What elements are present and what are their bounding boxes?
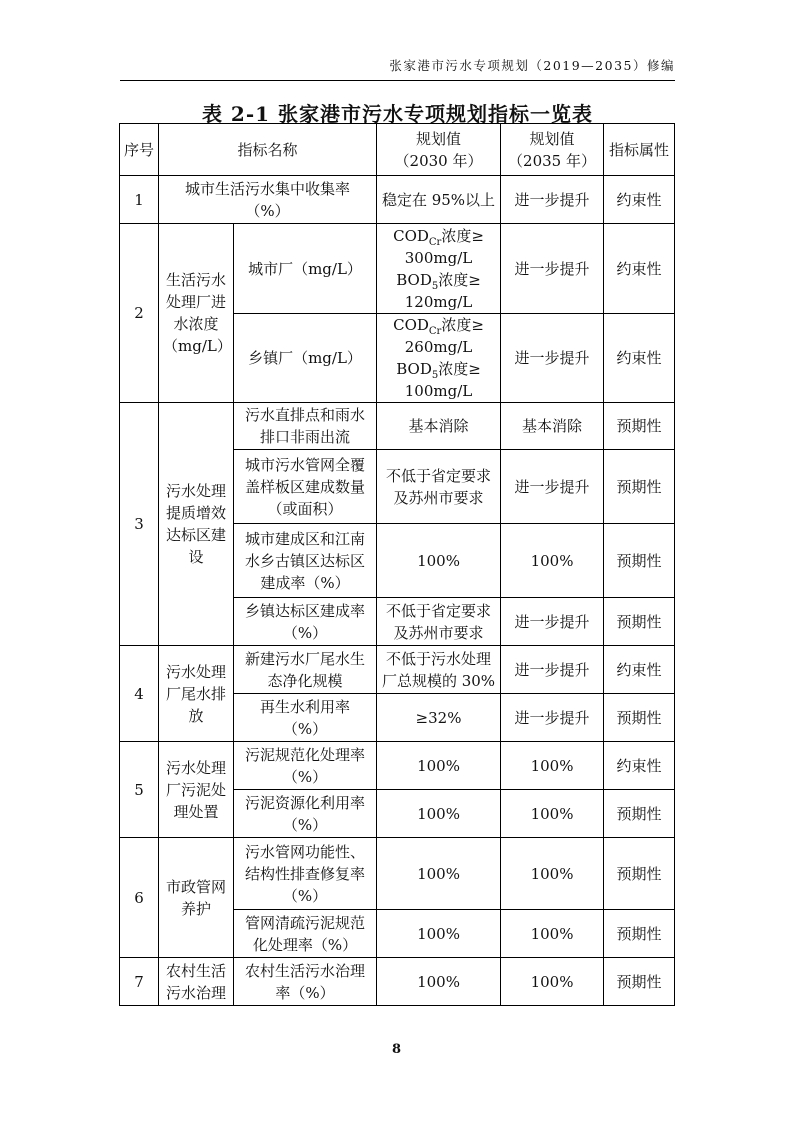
table-row: [120, 742, 675, 790]
indicator-name-line: 管网清疏污泥规范: [245, 913, 366, 932]
bod-threshold-text: 浓度≥: [438, 270, 481, 289]
bod-label: BOD: [396, 360, 432, 378]
value-2035: 100%: [501, 958, 604, 1006]
indicator-attribute: 预期性: [604, 694, 675, 742]
indicator-name-line: 农村生活污水治理: [245, 961, 366, 980]
indicator-name: [234, 790, 377, 838]
indicator-name-line: （或面积）: [267, 499, 343, 518]
indicator-name-line: 再生水利用率: [260, 697, 351, 716]
value-2030: [377, 224, 501, 314]
indicator-name-line: 城市污水管网全覆: [245, 455, 366, 474]
indicator-attribute: 预期性: [604, 524, 675, 598]
cod-label: COD: [393, 226, 429, 245]
value-2035: 100%: [501, 524, 604, 598]
indicator-name-line: 水乡古镇区达标区: [245, 551, 366, 570]
value-2035: 100%: [501, 910, 604, 958]
indicator-name-line: （%）: [282, 815, 328, 834]
value-line: 厂总规模的 30%: [381, 671, 496, 690]
category-line: 农村生活: [165, 961, 226, 980]
value-line: 及苏州市要求: [393, 488, 484, 507]
indicator-name-line: （%）: [245, 201, 290, 220]
indicator-name-line: 排口非雨出流: [260, 428, 351, 446]
table-row: [120, 403, 675, 450]
indicator-name: 城市厂（mg/L）: [234, 224, 377, 314]
indicator-name-line: 城市建成区和江南: [245, 529, 366, 548]
category-line: 厂尾水排: [165, 684, 226, 703]
col-header-name: 指标名称: [159, 124, 377, 176]
indicator-name: [234, 910, 377, 958]
value-2030: 基本消除: [377, 403, 501, 450]
indicator-name: [234, 450, 377, 524]
indicator-name: [159, 176, 377, 224]
indicator-name: [234, 838, 377, 910]
indicator-name-line: 污水管网功能性、: [245, 842, 366, 861]
category-name: [159, 646, 234, 742]
category-name: [159, 224, 234, 403]
col-header-attr: 指标属性: [604, 124, 675, 176]
indicator-name-line: 污泥规范化处理率: [245, 745, 366, 764]
cod-value: 260mg/L: [404, 338, 473, 356]
table-row: [120, 838, 675, 910]
col-header-seq: 序号: [120, 124, 159, 176]
indicator-attribute: 约束性: [604, 224, 675, 314]
indicator-name: 乡镇厂（mg/L）: [234, 314, 377, 403]
category-line: 厂污泥处: [165, 780, 226, 799]
value-2030: 100%: [377, 790, 501, 838]
row-number: 3: [120, 403, 159, 646]
value-2030: [377, 646, 501, 694]
indicator-name: [234, 598, 377, 646]
indicator-name: [234, 646, 377, 694]
value-2035: 100%: [501, 790, 604, 838]
indicator-name-line: 盖样板区建成数量: [245, 477, 366, 496]
table-title: 表 2-1 张家港市污水专项规划指标一览表: [201, 102, 594, 126]
indicator-attribute: 约束性: [604, 742, 675, 790]
indicator-attribute: 预期性: [604, 958, 675, 1006]
indicator-attribute: 预期性: [604, 838, 675, 910]
category-line: 水浓度: [173, 315, 219, 333]
indicator-attribute: 预期性: [604, 598, 675, 646]
category-line: 污水处理: [165, 758, 226, 777]
bod-subscript: 5: [431, 370, 439, 381]
value-2030: 100%: [377, 910, 501, 958]
table-row: [120, 224, 675, 314]
value-2035: 100%: [501, 742, 604, 790]
bod-subscript: 5: [431, 280, 439, 292]
value-2035: 进一步提升: [501, 176, 604, 224]
indicator-name-line: （%）: [282, 886, 328, 905]
category-name: [159, 403, 234, 646]
cod-subscript: Cr: [428, 236, 442, 248]
indicator-name: [234, 524, 377, 598]
value-2035: 进一步提升: [501, 646, 604, 694]
value-2035: 100%: [501, 838, 604, 910]
cod-value: 300mg/L: [404, 248, 473, 267]
cod-subscript: Cr: [428, 326, 442, 337]
value-2030: 100%: [377, 524, 501, 598]
indicator-name-line: （%）: [282, 719, 328, 738]
indicator-attribute: 预期性: [604, 790, 675, 838]
value-line: 不低于省定要求: [386, 466, 492, 485]
row-number: 1: [120, 176, 159, 224]
col-header-2035: [501, 124, 604, 176]
category-line: 处理厂进: [165, 293, 226, 311]
indicator-name: [234, 958, 377, 1006]
value-2030: 100%: [377, 838, 501, 910]
cod-label: COD: [393, 316, 429, 334]
indicator-name-line: 污水直排点和雨水: [245, 406, 366, 424]
col-header-2030-line1: 规划值: [416, 129, 462, 148]
indicator-name-line: 新建污水厂尾水生: [245, 649, 366, 668]
indicator-attribute: 预期性: [604, 403, 675, 450]
value-2030: [377, 314, 501, 403]
indicator-name-line: 城市生活污水集中收集率: [185, 179, 351, 198]
indicator-name-line: 建成率（%）: [260, 573, 350, 592]
indicator-name: [234, 742, 377, 790]
col-header-2035-line1: 规划值: [529, 129, 575, 148]
category-line: 提质增效: [165, 504, 226, 522]
indicator-name-line: （%）: [282, 623, 328, 642]
indicator-name: [234, 694, 377, 742]
indicator-name-line: （%）: [282, 767, 328, 786]
row-number: 4: [120, 646, 159, 742]
category-name: [159, 958, 234, 1006]
table-header-row: [120, 124, 675, 176]
category-name: [159, 838, 234, 958]
category-line: （mg/L）: [163, 337, 232, 355]
value-line: 不低于省定要求: [386, 601, 492, 620]
indicator-attribute: 约束性: [604, 314, 675, 403]
cod-threshold-text: 浓度≥: [441, 226, 484, 245]
category-line: 放: [188, 706, 204, 725]
indicator-attribute: 约束性: [604, 646, 675, 694]
category-line: 污水处理: [165, 482, 226, 500]
bod-value: 120mg/L: [404, 292, 473, 311]
value-2030: 100%: [377, 742, 501, 790]
indicator-name-line: 污泥资源化利用率: [245, 793, 366, 812]
bod-threshold-text: 浓度≥: [438, 360, 481, 378]
col-header-2030-line2: （2030 年）: [394, 151, 483, 170]
col-header-2035-line2: （2035 年）: [508, 151, 596, 170]
category-name: [159, 742, 234, 838]
indicator-name-line: 化处理率（%）: [252, 935, 358, 954]
category-line: 污水处理: [165, 662, 226, 681]
cod-threshold-text: 浓度≥: [441, 316, 484, 334]
row-number: 6: [120, 838, 159, 958]
table-row: [120, 646, 675, 694]
value-2030: 稳定在 95%以上: [377, 176, 501, 224]
category-line: 养护: [180, 899, 211, 918]
category-line: 达标区建: [165, 526, 226, 544]
bod-label: BOD: [396, 270, 432, 289]
value-2035: 进一步提升: [501, 450, 604, 524]
value-2030: [377, 450, 501, 524]
row-number: 2: [120, 224, 159, 403]
category-line: 市政管网: [165, 877, 226, 896]
value-line: 及苏州市要求: [393, 623, 484, 642]
value-2035: 进一步提升: [501, 694, 604, 742]
category-line: 污水治理: [165, 983, 226, 1002]
value-2035: 进一步提升: [501, 224, 604, 314]
indicator-name-line: 态净化规模: [267, 671, 343, 690]
page-number: 8: [391, 1042, 402, 1057]
page-header: 张家港市污水专项规划（2019—2035）修编: [120, 56, 675, 81]
col-header-2030: [377, 124, 501, 176]
indicator-name-line: 乡镇达标区建成率: [245, 601, 366, 620]
indicator-table: [119, 123, 675, 1006]
category-line: 设: [188, 548, 204, 566]
indicator-attribute: 约束性: [604, 176, 675, 224]
indicator-attribute: 预期性: [604, 910, 675, 958]
value-2035: 基本消除: [501, 403, 604, 450]
table-row: [120, 176, 675, 224]
row-number: 5: [120, 742, 159, 838]
category-line: 理处置: [173, 802, 219, 821]
value-2035: 进一步提升: [501, 598, 604, 646]
category-line: 生活污水: [165, 271, 226, 289]
value-2030: 100%: [377, 958, 501, 1006]
value-line: 不低于污水处理: [386, 649, 492, 668]
row-number: 7: [120, 958, 159, 1006]
table-row: [120, 958, 675, 1006]
indicator-name-line: 结构性排查修复率: [245, 864, 366, 883]
indicator-name: [234, 403, 377, 450]
bod-value: 100mg/L: [404, 382, 473, 400]
indicator-name-line: 率（%）: [275, 983, 335, 1002]
value-2030: [377, 598, 501, 646]
value-2035: 进一步提升: [501, 314, 604, 403]
value-2030: ≥32%: [377, 694, 501, 742]
indicator-attribute: 预期性: [604, 450, 675, 524]
